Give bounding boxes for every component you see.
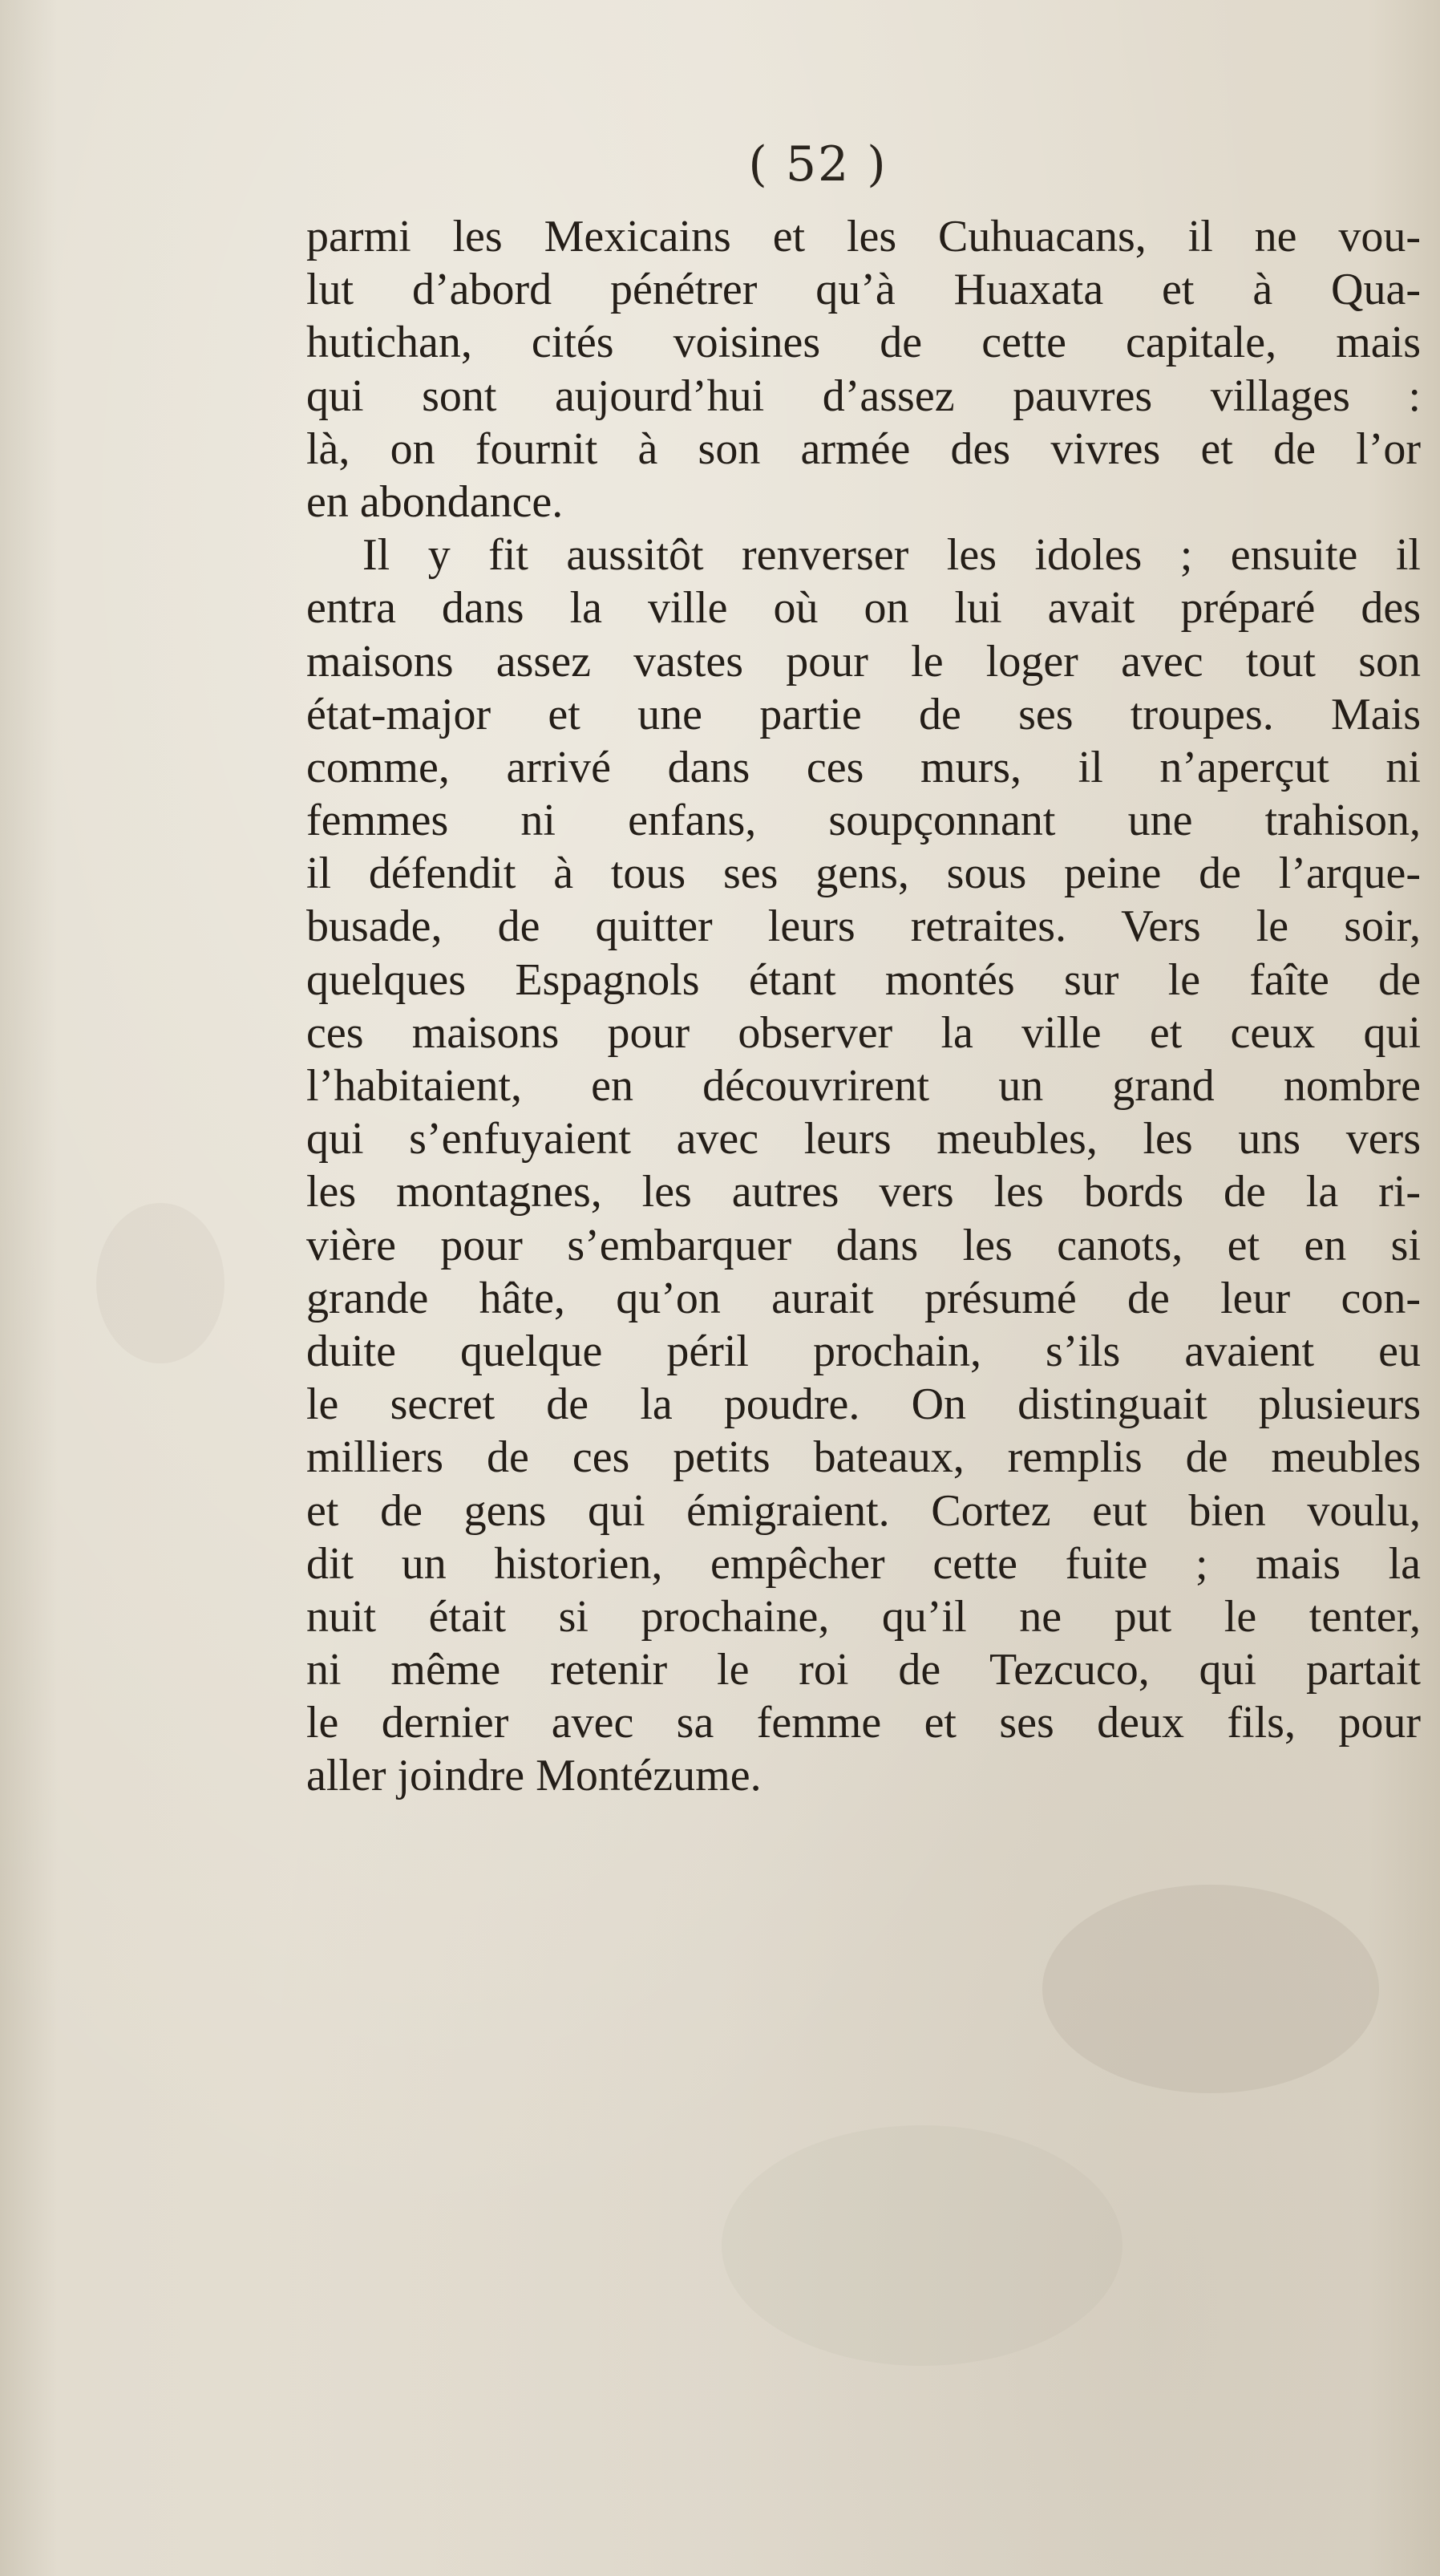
paper-stain bbox=[1042, 1885, 1379, 2093]
text-line: qui s’enfuyaient avec leurs meubles, les uns vers bbox=[306, 1114, 1421, 1164]
text-line: les montagnes, les autres vers les bords de la ri- bbox=[306, 1167, 1421, 1217]
text-line: duite quelque péril prochain, s’ils avaient eu bbox=[306, 1326, 1421, 1376]
text-line: quelques Espagnols étant montés sur le faîte de bbox=[306, 954, 1421, 1005]
text-line: état-major et une partie de ses troupes. Mais bbox=[306, 689, 1421, 739]
text-line: ces maisons pour observer la ville et ceux qui bbox=[306, 1007, 1421, 1058]
text-line: maisons assez vastes pour le loger avec tout son bbox=[306, 636, 1421, 687]
text-line: là, on fournit à son armée des vivres et de l’or bbox=[306, 423, 1421, 474]
text-line: Il y fit aussitôt renverser les idoles ; ensuite il bbox=[362, 530, 1421, 581]
text-line: en abondance. bbox=[306, 476, 564, 527]
text-line: le secret de la poudre. On distinguait plusieurs bbox=[306, 1379, 1421, 1430]
text-line: nuit était si prochaine, qu’il ne put le tenter, bbox=[306, 1591, 1421, 1642]
text-line: comme, arrivé dans ces murs, il n’aperçut ni bbox=[306, 742, 1421, 792]
page-number: ( 52 ) bbox=[748, 136, 888, 192]
text-line: le dernier avec sa femme et ses deux fils, pour bbox=[306, 1698, 1421, 1748]
text-line: l’habitaient, en découvrirent un grand nombre bbox=[306, 1061, 1421, 1111]
text-line: femmes ni enfans, soupçonnant une trahison, bbox=[306, 796, 1421, 846]
paragraph-2 bbox=[306, 529, 1421, 1803]
body-text bbox=[306, 210, 1421, 1803]
text-line: milliers de ces petits bateaux, remplis de meubles bbox=[306, 1432, 1421, 1483]
text-line: ni même retenir le roi de Tezcuco, qui partait bbox=[306, 1645, 1421, 1695]
text-line: et de gens qui émigraient. Cortez eut bien voulu, bbox=[306, 1485, 1421, 1536]
text-line: grande hâte, qu’on aurait présumé de leur con- bbox=[306, 1273, 1421, 1323]
text-line: hutichan, cités voisines de cette capitale, mais bbox=[306, 318, 1421, 368]
text-line: entra dans la ville où on lui avait préparé des bbox=[306, 583, 1421, 634]
text-line: lut d’abord pénétrer qu’à Huaxata et à Qua- bbox=[306, 265, 1421, 315]
paper-stain bbox=[96, 1203, 224, 1363]
paragraph-1 bbox=[306, 210, 1421, 529]
text-line: aller joindre Montézume. bbox=[306, 1751, 762, 1801]
text-line: busade, de quitter leurs retraites. Vers le soir, bbox=[306, 901, 1421, 952]
text-line: qui sont aujourd’hui d’assez pauvres villages : bbox=[306, 371, 1421, 421]
text-line: vière pour s’embarquer dans les canots, et en si bbox=[306, 1220, 1421, 1270]
paper-stain bbox=[722, 2125, 1122, 2366]
text-line: dit un historien, empêcher cette fuite ; mais la bbox=[306, 1538, 1421, 1589]
text-line: il défendit à tous ses gens, sous peine de l’arque- bbox=[306, 849, 1421, 899]
text-line: parmi les Mexicains et les Cuhuacans, il ne vou- bbox=[306, 212, 1421, 261]
